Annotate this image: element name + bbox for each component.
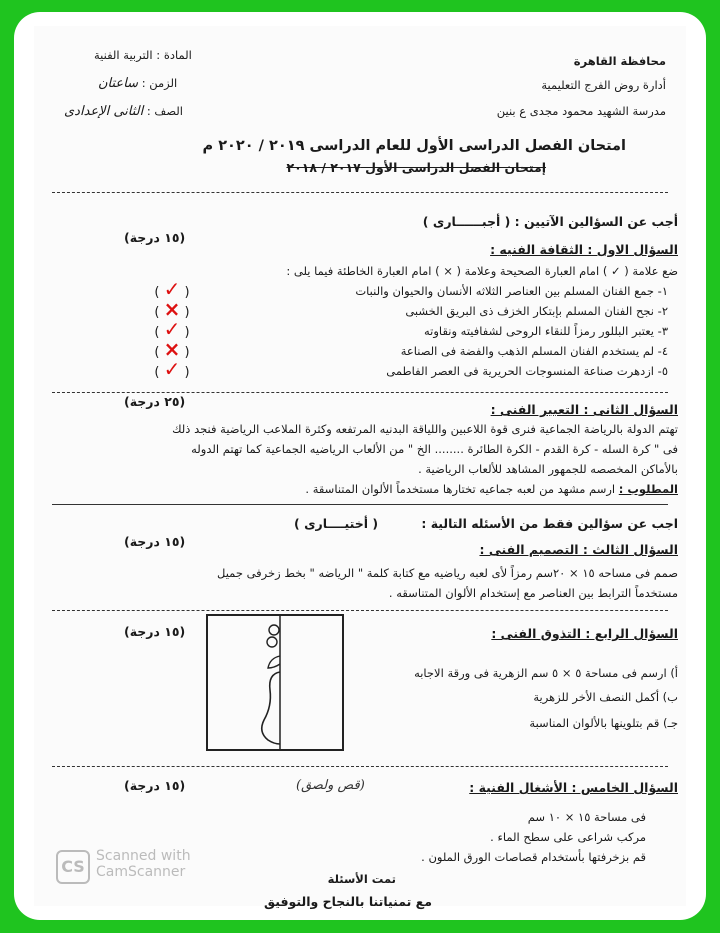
q5-title: السؤال الخامس : الأشغال الفنية : [469,780,678,795]
time-row [98,76,177,91]
q4-title: السؤال الرابع : التذوق الفنى : [491,626,678,641]
q3-line-2: مستخدماً الترابط بين العناصر مع إستخدام الألوان المتناسقه . [388,586,678,600]
grade-row [64,104,183,119]
divider [52,192,668,193]
time-label: الزمن : [141,76,178,90]
crossed-title: إمتحان الفصل الدراسى الأول ٢٠١٧ / ٢٠١٨ [286,160,546,175]
q4-item-1: أ) ارسم فى مساحة ٥ × ٥ سم الزهرية فى ورقة الاجابه [414,666,678,680]
camscanner-text: Scanned with CamScanner [96,848,191,880]
administration: أدارة روض الفرج التعليمية [541,78,666,92]
q1-answer-4: ( × ) [154,337,190,361]
q3-title: السؤال الثالث : التصميم الفنى : [479,542,678,557]
q1-item-5: ٥- ازدهرت صناعة المنسوجات الحريرية فى العصر الفاطمى [386,364,668,378]
q3-line-1: صمم فى مساحه ١٥ × ٢٠سم رمزاً لأى لعبه رياضيه مع كتابة كلمة " الرياضه " بخط زخرفى جميل [217,566,678,580]
time-value: ساعتان [98,76,139,91]
optional-tag: ( أختيــــارى ) [294,516,379,531]
good-luck-wish: مع تمنياتنا بالنجاح والتوفيق [264,894,432,909]
exam-title: امتحان الفصل الدراسى الأول للعام الدراسى ٢٠١٩ / ٢٠٢٠ م [202,138,626,154]
q2-para-2: فى " كرة السله - كرة القدم - الكرة الطائرة ........ الخ " من الألعاب الرياضيه الجماعية كما تهتم الدوله [191,442,678,456]
q1-instruction: ضع علامة ( ✓ ) امام العبارة الصحيحة وعلامة ( × ) امام العبارة الخاطئة فيما يلى : [286,264,678,278]
camscanner-logo-icon: CS [56,850,90,884]
q2-required [305,482,678,496]
q4-item-3: جـ) قم بتلوينها بالألوان المناسبة [529,716,678,730]
q2-para-1: تهتم الدولة بالرياضة الجماعية فنرى قوة اللاعبين واللياقة البدنيه المرتفعه وكثرة الملاعب الرياضية فنجد ذلك [172,422,678,436]
q1-item-1: ١- جمع الفنان المسلم بين العناصر الثلاثه الأنسان والحيوان والنبات [355,284,668,298]
required-label: المطلوب : [618,482,678,496]
q5-handwritten-note: (قص ولصق) [296,778,365,793]
q2-marks: (٢٥ درجة) [124,394,186,409]
q2-para-3: بالأماكن المخصصه للجمهور المشاهد للألعاب الرياضية . [418,462,678,476]
mandatory-instruction: أجب عن السؤالين الآتيين : ( أجبــــــارى ) [422,214,678,229]
q3-marks: (١٥ درجة) [124,534,186,549]
divider [52,610,668,611]
q1-item-2: ٢- نجح الفنان المسلم بإبتكار الخزف ذى البريق الخشبى [405,304,668,318]
q5-item-1: فى مساحة ١٥ × ١٠ سم [527,810,646,824]
school-name: مدرسة الشهيد محمود مجدى ع بنين [496,104,666,118]
grade-value: الثانى الإعدادى [64,104,144,119]
q5-item-3: قم بزخرفتها بأستخدام قصاصات الورق الملون . [421,850,646,864]
q4-marks: (١٥ درجة) [124,624,186,639]
q1-answer-3: ( ✓ ) [154,317,190,341]
optional-instruction: اجب عن سؤالين فقط من الأسئله التالية : [421,516,678,531]
subject: المادة : التربية الفنية [94,48,192,62]
vase-drawing-box [206,614,344,751]
q5-item-2: مركب شراعى على سطح الماء . [490,830,646,844]
q1-answer-1: ( ✓ ) [154,277,190,301]
q5-marks: (١٥ درجة) [124,778,186,793]
q1-item-3: ٣- يعتبر البللور رمزاً للنقاء الروحى لشفافيته ونقاوته [424,324,668,338]
q1-marks: (١٥ درجة) [124,230,186,245]
q1-item-4: ٤- لم يستخدم الفنان المسلم الذهب والفضة فى الصناعة [400,344,668,358]
q4-item-2: ب) أكمل النصف الأخر للزهرية [533,690,678,704]
q1-answer-2: ( × ) [154,297,190,321]
governorate: محافظة القاهرة [573,54,666,68]
exam-paper [34,26,686,909]
mandatory-tag: ( أجبــــــارى ) [422,214,511,229]
divider [52,504,668,505]
green-frame [14,12,706,920]
divider [52,766,668,767]
camscanner-watermark [56,848,226,884]
half-vase-icon [208,616,342,749]
q1-answer-5: ( ✓ ) [154,357,190,381]
q1-title: السؤال الاول : الثقافة الفنيه : [490,242,678,257]
divider [52,392,668,393]
required-text: ارسم مشهد من لعبه جماعيه تختارها مستخدماً الألوان المتناسقة . [305,482,616,496]
end-of-questions: تمت الأسئلة [327,872,396,886]
q2-title: السؤال الثانى : التعبير الفنى : [490,402,678,417]
grade-label: الصف : [146,104,183,118]
